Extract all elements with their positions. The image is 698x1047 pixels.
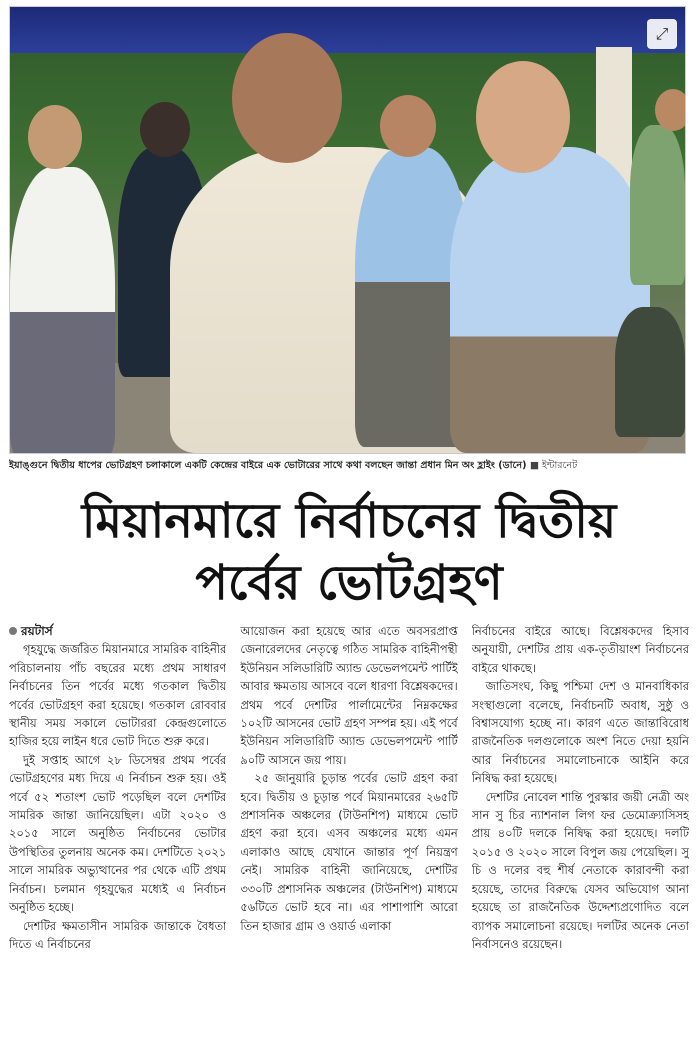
person-right-green [630,125,685,285]
article-column-2 [240,622,457,1040]
person-background-head [380,95,436,157]
person-left [10,167,115,454]
headline-line-1: মিয়ানমারে নির্বাচনের দ্বিতীয় [81,493,617,549]
news-photo [9,6,686,454]
photographer-head [140,102,190,157]
paragraph: ২৫ জানুয়ারি চূড়ান্ত পর্বের ভোট গ্রহণ করা হবে। দ্বিতীয় ও চূড়ান্ত পর্বে মিয়ানমারের ২৬৫টি প্রশাসনিক অঞ্চলের (টাউনশিপ) মাধ্যমে ভোট গ্রহণ করা হবে। এসব অঞ্চলের মধ্যে এমন এলাকাও আছে যেখানে জান্তার পূর্ণ নিয়ন্ত্রণ নেই। সামরিক বাহিনী জানিয়েছে, দেশটির ৩৩০টি প্রশাসনিক অঞ্চলের (টাউনশিপ) মাধ্যমে ৫৬টিতে ভোট হবে না। এর পাশাপাশি আরো তিন হাজার গ্রাম ও ওয়ার্ড এলাকা [240,771,458,933]
child [615,307,685,437]
person-right-head [655,89,686,131]
paragraph: দেশটির নোবেল শান্তি পুরস্কার জয়ী নেত্রী অং সান সু চির ন্যাশনাল লিগ ফর ডেমোক্র্যাসিসহ প্রায় ৪০টি দলকে নিষিদ্ধ করা হয়েছে। দলটি ২০১৫ ও ২০২০ সালে বিপুল জয় পেয়েছিল। সু চি ও দলের বহু শীর্ষ নেতাকে কারাবন্দী করা হয়েছে, তাদের বিরুদ্ধে যেসব অভিযোগ আনা হয়েছে তা রাজনৈতিক উদ্দেশ্যপ্রণোদিত বলে ব্যাপক সমালোচনা রয়েছে। দলটির অনেক নেতা নির্বাসনেও রয়েছেন। [471,789,689,951]
junta-chief-head [476,61,570,173]
caption-text: ইয়াঙ্গুনে দ্বিতীয় ধাপের ভোটগ্রহণ চলাকালে একটি কেন্দ্রের বাইরে এক ভোটারের সাথে কথা বলছেন জান্তা প্রধান মিন অং হ্লাইং (ডানে) [9,460,527,471]
paragraph: দুই সপ্তাহ আগে ২৮ ডিসেম্বর প্রথম পর্বের ভোটগ্রহণের মধ্য দিয়ে এ নির্বাচন শুরু হয়। ওই পর্বে ৫২ শতাংশ ভোট পড়েছিল বলে দেশটির সামরিক জান্তা জানিয়েছিল। এটা ২০২০ ও ২০১৫ সালে অনুষ্ঠিত নির্বাচনের ভোটার উপস্থিতির তুলনায় অনেক কম। দেশটিতে ২০২১ সালে সামরিক অভ্যুত্থানের পর থেকে এটি প্রথম নির্বাচন। চলমান গৃহযুদ্ধের মধ্যেই এ নির্বাচন অনুষ্ঠিত হচ্ছে। [9,752,227,915]
paragraph: আয়োজন করা হয়েছে আর এতে অবসরপ্রাপ্ত জেনারেলদের নেতৃত্বে গঠিত সামরিক বাহিনীপন্থী ইউনিয়ন সলিডারিটি অ্যান্ড ডেভেলপমেন্ট পার্টিই আবার ক্ষমতায় আসবে বলে ধারণা বিশ্লেষকদের। প্রথম পর্বে দেশটির পার্লামেন্টের নিম্নকক্ষের ১০২টি আসনের ভোট গ্রহণ সম্পন্ন হয়। এই পর্বে ইউনিয়ন সলিডারিটি অ্যান্ড ডেভেলপমেন্ট পার্টি ৯০টি আসনে জয় পায়। [240,624,458,767]
headline-line-2: পর্বের ভোটগ্রহণ [195,555,503,611]
voter-head [232,33,342,163]
article-body [9,622,689,1040]
paragraph: দেশটির ক্ষমতাসীন সামরিক জান্তাকে বৈধতা দিতে এ নির্বাচনের [9,918,227,951]
person-left-head [28,105,82,169]
paragraph: গৃহযুদ্ধে জর্জরিত মিয়ানমারে সামরিক বাহিনীর পরিচালনায় পাঁচ বছরের মধ্যে প্রথম সাধারণ নির্বাচনের তিন পর্বের মধ্যে গতকাল দ্বিতীয় পর্বের ভোটগ্রহণ করা হয়েছে। গতকাল রোববার স্থানীয় সময় সকালে ভোটাররা কেন্দ্রগুলোতে হাজির হয়ে লাইন ধরে ভোট দিতে শুরু করে। [9,642,227,749]
photo-caption [9,459,689,474]
article-column-1 [9,622,226,1040]
article-column-3 [472,622,689,1040]
byline [9,622,226,640]
expand-icon[interactable]: ⤢ [647,19,677,49]
headline [0,490,698,614]
photo-credit: ■ ইন্টারনেট [529,460,578,471]
paragraph: নির্বাচনের বাইরে আছে। বিশ্লেষকদের হিসাব অনুযায়ী, দেশটির প্রায় এক-তৃতীয়াংশ নির্বাচনের বাইরে থাকছে। [471,624,689,675]
tent-canopy [10,7,685,53]
paragraph: জাতিসংঘ, কিছু পশ্চিমা দেশ ও মানবাধিকার সংস্থাগুলো বলেছে, নির্বাচনটি অবাধ, সুষ্ঠু ও বিশ্বাসযোগ্য হচ্ছে না। কারণ এতে জান্তাবিরোধ রাজনৈতিক দলগুলোকে অংশ নিতে দেয়া হয়নি আর নির্বাচনের সমালোচনাকে আইনি করে নিষিদ্ধ করা হয়েছে। [471,679,689,786]
bullet-icon [9,627,17,635]
byline-text: রয়টার্স [21,624,53,638]
